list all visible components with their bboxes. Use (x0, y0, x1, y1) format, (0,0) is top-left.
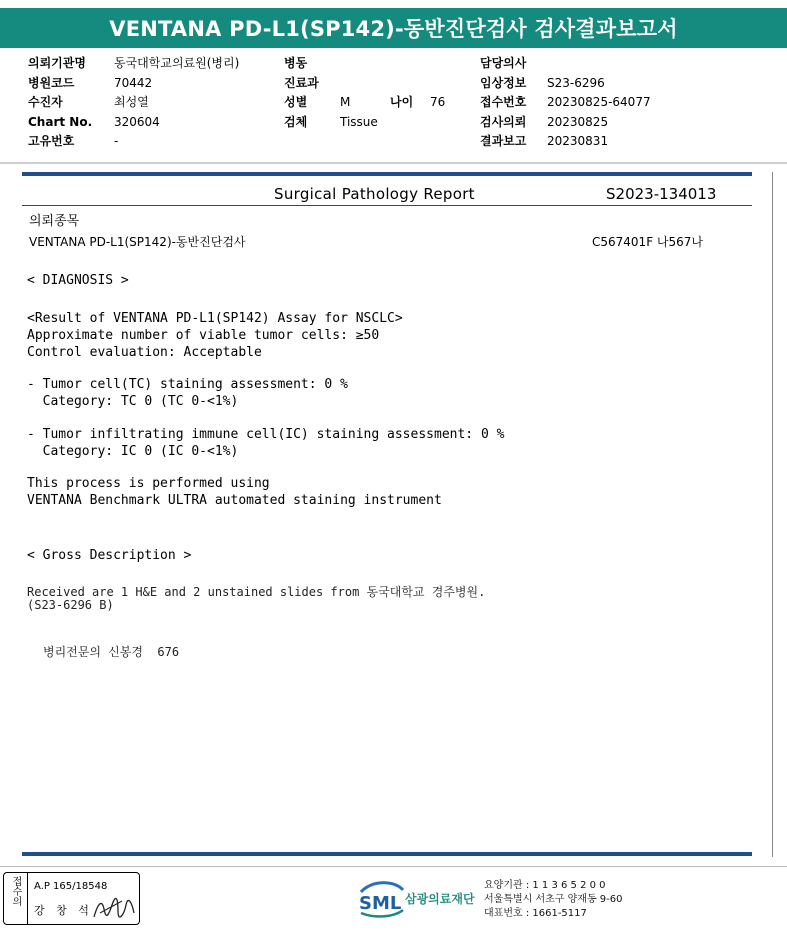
address-line: 요양기관 : 1 1 3 6 5 2 0 0 (484, 880, 606, 891)
diagnosis-line: Control evaluation: Acceptable (27, 345, 262, 360)
info-label: 병원코드 (28, 75, 75, 90)
info-column-2 (284, 54, 445, 132)
info-row (284, 113, 445, 133)
diagnosis-line: - Tumor infiltrating immune cell(IC) staining assessment: 0 % (27, 427, 505, 442)
info-column-3 (480, 54, 651, 152)
info-value: 320604 (114, 114, 160, 129)
info-label: 의뢰기관명 (28, 56, 86, 70)
specimen-label: 검체 (284, 114, 308, 129)
info-value: 20230831 (547, 134, 609, 148)
info-value: 동국대학교의료원(병리) (114, 56, 240, 70)
stamp-vertical-text: 접수의 (10, 876, 21, 906)
org-address (484, 879, 623, 921)
info-row (480, 93, 651, 113)
diagnosis-line: This process is performed using (27, 476, 270, 491)
info-row (480, 74, 651, 94)
address-line: 서울특별시 서초구 양재동 9-60 (484, 894, 623, 905)
info-label: 검사의뢰 (480, 114, 527, 129)
info-label: 임상정보 (480, 75, 527, 90)
info-row (284, 54, 445, 74)
handwritten-signature-icon (92, 895, 136, 921)
info-value: - (114, 134, 119, 148)
report-title: Surgical Pathology Report (274, 185, 475, 203)
ward-label: 병동 (284, 56, 308, 70)
page-title: VENTANA PD-L1(SP142)-동반진단검사 검사결과보고서 (109, 17, 678, 41)
specimen-value: Tissue (340, 114, 378, 129)
report-right-border (772, 172, 773, 857)
info-value: 20230825 (547, 114, 609, 129)
info-label: 고유번호 (28, 134, 75, 148)
report-number: S2023-134013 (606, 185, 717, 203)
info-value: S23-6296 (547, 75, 605, 90)
info-label: 결과보고 (480, 134, 527, 148)
reception-stamp (3, 872, 140, 925)
diagnosis-line: - Tumor cell(TC) staining assessment: 0 % (27, 377, 348, 392)
age-value: 76 (430, 95, 446, 109)
info-label: 담당의사 (480, 56, 527, 70)
header-divider (0, 162, 787, 164)
info-row (28, 132, 239, 152)
age-label: 나이 (390, 95, 414, 109)
info-row (28, 113, 239, 133)
address-line: 대표번호 : 1661-5117 (484, 908, 587, 919)
diagnosis-line: Category: TC 0 (TC 0-<1%) (27, 394, 239, 409)
sex-label: 성별 (284, 95, 308, 109)
diagnosis-line: Approximate number of viable tumor cells: ≥50 (27, 328, 380, 343)
request-code: C567401F 나567나 (592, 235, 703, 249)
info-label: 수진자 (28, 95, 63, 109)
info-column-1 (28, 54, 239, 152)
info-row (284, 74, 445, 94)
request-item: VENTANA PD-L1(SP142)-동반진단검사 (29, 235, 246, 249)
info-row (480, 113, 651, 133)
info-value: 최성열 (114, 95, 149, 109)
gross-heading: < Gross Description > (27, 548, 192, 563)
stamp-line-2: 강 창 석 (34, 904, 93, 917)
sex-value: M (340, 95, 351, 109)
footer-divider (0, 866, 787, 867)
info-row (480, 132, 651, 152)
report-title-rule (22, 205, 752, 206)
info-label: Chart No. (28, 114, 93, 129)
request-label: 의뢰종목 (29, 214, 80, 229)
diagnosis-line: <Result of VENTANA PD-L1(SP142) Assay for NSCLC> (27, 311, 403, 326)
info-label: 접수번호 (480, 95, 527, 109)
dept-label: 진료과 (284, 75, 319, 90)
info-row (28, 54, 239, 74)
info-row (480, 54, 651, 74)
info-value: 70442 (114, 75, 153, 90)
gross-line: (S23-6296 B) (27, 598, 114, 612)
pathologist-signature: 병리전문의 신봉경 676 (43, 645, 180, 659)
stamp-vertical-label (4, 873, 28, 924)
info-row (28, 74, 239, 94)
org-name: 삼광의료재단 (405, 892, 475, 906)
diagnosis-heading: < DIAGNOSIS > (27, 273, 129, 288)
report-top-rule (22, 172, 752, 176)
svg-text:SML: SML (359, 893, 402, 914)
report-bottom-rule (22, 852, 752, 856)
diagnosis-line: Category: IC 0 (IC 0-<1%) (27, 444, 239, 459)
info-row (284, 93, 445, 113)
report-title-bar (0, 8, 787, 48)
info-value: 20230825-64077 (547, 95, 651, 109)
info-row (28, 93, 239, 113)
stamp-line-1: A.P 165/18548 (34, 881, 108, 892)
diagnosis-line: VENTANA Benchmark ULTRA automated staining instrument (27, 493, 442, 508)
gross-line: Received are 1 H&E and 2 unstained slides from 동국대학교 경주병원. (27, 585, 486, 599)
